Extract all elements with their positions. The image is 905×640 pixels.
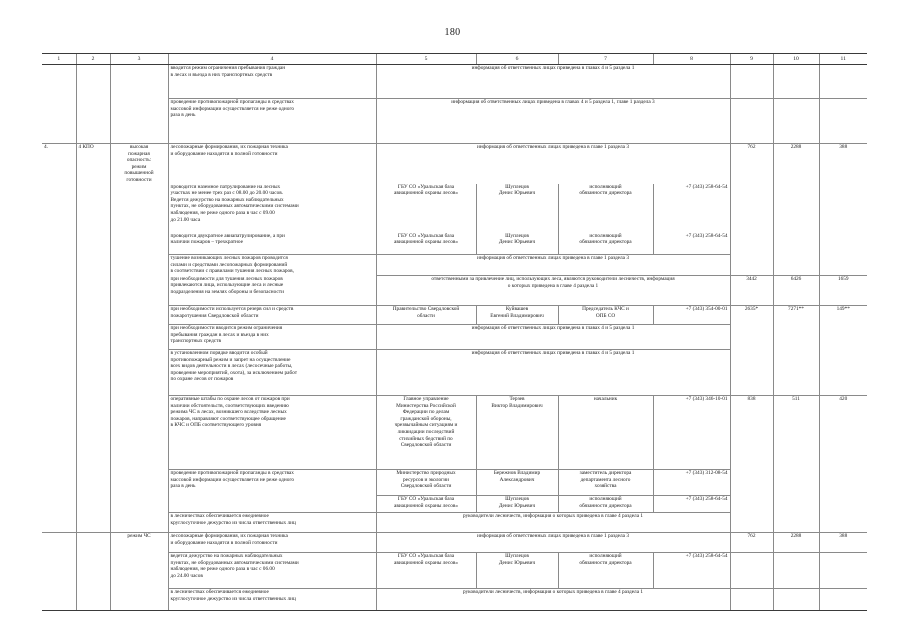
col-header: 8	[653, 54, 730, 65]
table-row	[42, 589, 867, 611]
people-count: 762	[730, 533, 773, 553]
table-row	[42, 325, 867, 350]
col-header: 6	[476, 54, 558, 65]
measure-cell: при необходимости используется резерв сил и средств пожаротушения Свердловской области	[168, 306, 376, 325]
measure-cell: проводится наземное патрулирование на лесных участках не менее трех раз с 08.00 до 20.00 часов. Ведется дежурство на пожарных наблюдательных пунктах, не оборудованных автоматическими системами наблюдения, не реже одного раза в час с 09.00 до 21.00 часа	[168, 184, 376, 233]
measure-cell: лесопожарные формирования, их пожарная техника и оборудование находятся в полной готовности	[168, 144, 376, 184]
table-row	[42, 255, 867, 276]
responsible-info-cell: информация об ответственных лицах приведена в главах 4 и 5 раздела 1, главе 1 раздела 3	[376, 99, 730, 144]
table-row	[42, 276, 867, 306]
responsible-info-cell: информация об ответственных лицах приведена в главах 4 и 5 раздела 1	[376, 350, 730, 396]
people-count: 3442	[730, 276, 773, 306]
table-row	[42, 144, 867, 184]
responsible-info-cell: информация об ответственных лицах приведена в главах 4 и 5 раздела 1	[376, 65, 730, 99]
measure-cell: проведение противопожарной пропаганды в средствах массовой информации осуществляется не реже одного раза в день	[168, 99, 376, 144]
measure-cell: проводится двукратное авиапатрулирование, а при наличии пожаров – трехкратное	[168, 233, 376, 255]
table-row	[42, 233, 867, 255]
equipment-count: 2288	[773, 533, 819, 553]
col-header: 10	[773, 54, 819, 65]
col-header: 5	[376, 54, 476, 65]
machinery-count: 149**	[819, 306, 867, 325]
measure-cell: в лесничествах обеспечивается ежедневное круглосуточное дежурство из числа ответственных лиц	[168, 589, 376, 611]
organization-cell: Министерство природных ресурсов и экологии Свердловской области	[376, 470, 476, 496]
organization-cell: ГБУ СО «Уральская база авиационной охраны лесов»	[376, 553, 476, 589]
position-cell: исполняющий обязанности директора	[558, 553, 653, 589]
machinery-count: 420	[819, 396, 867, 470]
col-header: 7	[558, 54, 653, 65]
measure-cell: при необходимости для тушения лесных пожаров привлекаются лица, использующие леса и лесные подразделения на землях обороны и безопасности	[168, 276, 376, 306]
phone-cell: +7 (343) 312-08-54	[653, 470, 730, 496]
person-cell: Шуплецов Денис Юрьевич	[476, 496, 558, 513]
measure-cell: в установленном порядке вводится особый противопожарный режим и запрет на осуществление всех видов деятельности в лесах (лесосечные работы, проведение мероприятий, охота), за исключением работ по охране лесов от пожаров	[168, 350, 376, 396]
phone-cell: +7 (343) 258-64-54	[653, 233, 730, 255]
table-row	[42, 513, 867, 533]
responsible-info-cell: ответственными за привлечение лиц, использующих леса, являются руководители лесничеств, информация о которых приведена в главе 4 раздела 1	[376, 276, 730, 306]
equipment-count: 511	[773, 396, 819, 470]
responsible-info-cell: информация об ответственных лицах приведена в главе 1 раздела 3	[376, 533, 730, 553]
phone-cell: +7 (343) 346-10-01	[653, 396, 730, 470]
table-row	[42, 350, 867, 396]
organization-cell: Правительство Свердловской области	[376, 306, 476, 325]
measure-cell: ведется дежурство на пожарных наблюдательных пунктах, не оборудованных автоматическими системами наблюдения, не реже одного раза в час с 06.00 до 24.00 часов	[168, 553, 376, 589]
position-cell: заместитель директора департамента лесного хозяйства	[558, 470, 653, 496]
fire-regime: режим ЧС	[110, 533, 168, 553]
col-header: 1	[42, 54, 76, 65]
person-cell: Шуплецов Денис Юрьевич	[476, 553, 558, 589]
machinery-count: 1659	[819, 276, 867, 306]
machinery-count: 388	[819, 144, 867, 184]
organization-cell: ГБУ СО «Уральская база авиационной охраны лесов»	[376, 233, 476, 255]
organization-cell: ГБУ СО «Уральская база авиационной охраны лесов»	[376, 496, 476, 513]
people-count: 838	[730, 396, 773, 470]
position-cell: исполняющий обязанности директора	[558, 496, 653, 513]
person-cell: Шуплецов Денис Юрьевич	[476, 184, 558, 233]
phone-cell: +7 (343) 258-64-54	[653, 496, 730, 513]
col-header: 4	[168, 54, 376, 65]
table-row	[42, 99, 867, 144]
person-cell: Терзев Виктор Владимирович	[476, 396, 558, 470]
person-cell: Куйвашев Евгений Владимирович	[476, 306, 558, 325]
measure-cell: тушение возникающих лесных пожаров проводится силами и средствами лесопожарных формирований в соответствии с правилами тушения лесных пожаров,	[168, 255, 376, 276]
table-row	[42, 533, 867, 553]
equipment-count: 2288	[773, 144, 819, 184]
responsible-info-cell: информация об ответственных лицах приведена в главе 1 раздела 3	[376, 144, 730, 184]
measure-cell: при необходимости вводится режим ограничения пребывания граждан в лесах и въезда в них транспортных средств	[168, 325, 376, 350]
measure-cell: проведение противопожарной пропаганды в средствах массовой информации осуществляется не реже одного раза в день	[168, 470, 376, 513]
people-count: 762	[730, 144, 773, 184]
equipment-count: 7271**	[773, 306, 819, 325]
measure-cell: вводится режим ограничения пребывания граждан в лесах и въезда в них транспортных средств	[168, 65, 376, 99]
fire-regime: высокая пожарная опасность: режим повышенной готовности	[110, 144, 168, 184]
phone-cell: +7 (343) 258-64-54	[653, 184, 730, 233]
phone-cell: +7 (343) 354-00-01	[653, 306, 730, 325]
responsible-info-cell: информация об ответственных лицах приведена в главах 4 и 5 раздела 1	[376, 325, 730, 350]
col-header: 3	[110, 54, 168, 65]
position-cell: исполняющий обязанности директора	[558, 233, 653, 255]
person-cell: Шуплецов Денис Юрьевич	[476, 233, 558, 255]
responsible-info-cell: информация об ответственных лицах приведена в главе 1 раздела 3	[376, 255, 730, 276]
fire-class: 4 КПО	[76, 144, 110, 184]
position-cell: начальник	[558, 396, 653, 470]
col-header: 9	[730, 54, 773, 65]
response-measures-table	[42, 53, 867, 611]
responsible-info-cell: руководители лесничеств, информация о которых приведена в главе 4 раздела 1	[376, 513, 730, 533]
column-number-header	[42, 54, 867, 65]
col-header: 11	[819, 54, 867, 65]
phone-cell: +7 (343) 258-64-54	[653, 553, 730, 589]
table-row	[42, 470, 867, 496]
table-row	[42, 396, 867, 470]
table-row	[42, 184, 867, 233]
measure-cell: в лесничествах обеспечивается ежедневное круглосуточное дежурство из числа ответственных лиц	[168, 513, 376, 533]
organization-cell: Главное управление Министерства Российской Федерации по делам гражданской обороны, чрезвычайным ситуациям и ликвидации последствий стихийных бедствий по Свердловской области	[376, 396, 476, 470]
col-header: 2	[76, 54, 110, 65]
table-row	[42, 553, 867, 589]
item-number: 4.	[42, 144, 76, 184]
machinery-count: 388	[819, 533, 867, 553]
responsible-info-cell: руководители лесничеств, информация о которых приведена в главе 4 раздела 1	[376, 589, 730, 611]
measure-cell: лесопожарные формирования, их пожарная техника и оборудование находятся в полной готовности	[168, 533, 376, 553]
people-count: 2635*	[730, 306, 773, 325]
person-cell: Бережнов Владимир Александрович	[476, 470, 558, 496]
table-row	[42, 65, 867, 99]
table-row	[42, 306, 867, 325]
equipment-count: 6426	[773, 276, 819, 306]
table-row	[42, 496, 867, 513]
position-cell: Председатель КЧС и ОПБ СО	[558, 306, 653, 325]
page-number: 180	[444, 27, 461, 38]
organization-cell: ГБУ СО «Уральская база авиационной охраны лесов»	[376, 184, 476, 233]
position-cell: исполняющий обязанности директора	[558, 184, 653, 233]
measure-cell: оперативные штабы по охране лесов от пожаров при наличии обстоятельств, соответствующих введению режима ЧС в лесах, возникшего вследствие лесных пожаров, направляют соответствующее обращение в КЧС и ОПБ соответствующего уровня	[168, 396, 376, 470]
